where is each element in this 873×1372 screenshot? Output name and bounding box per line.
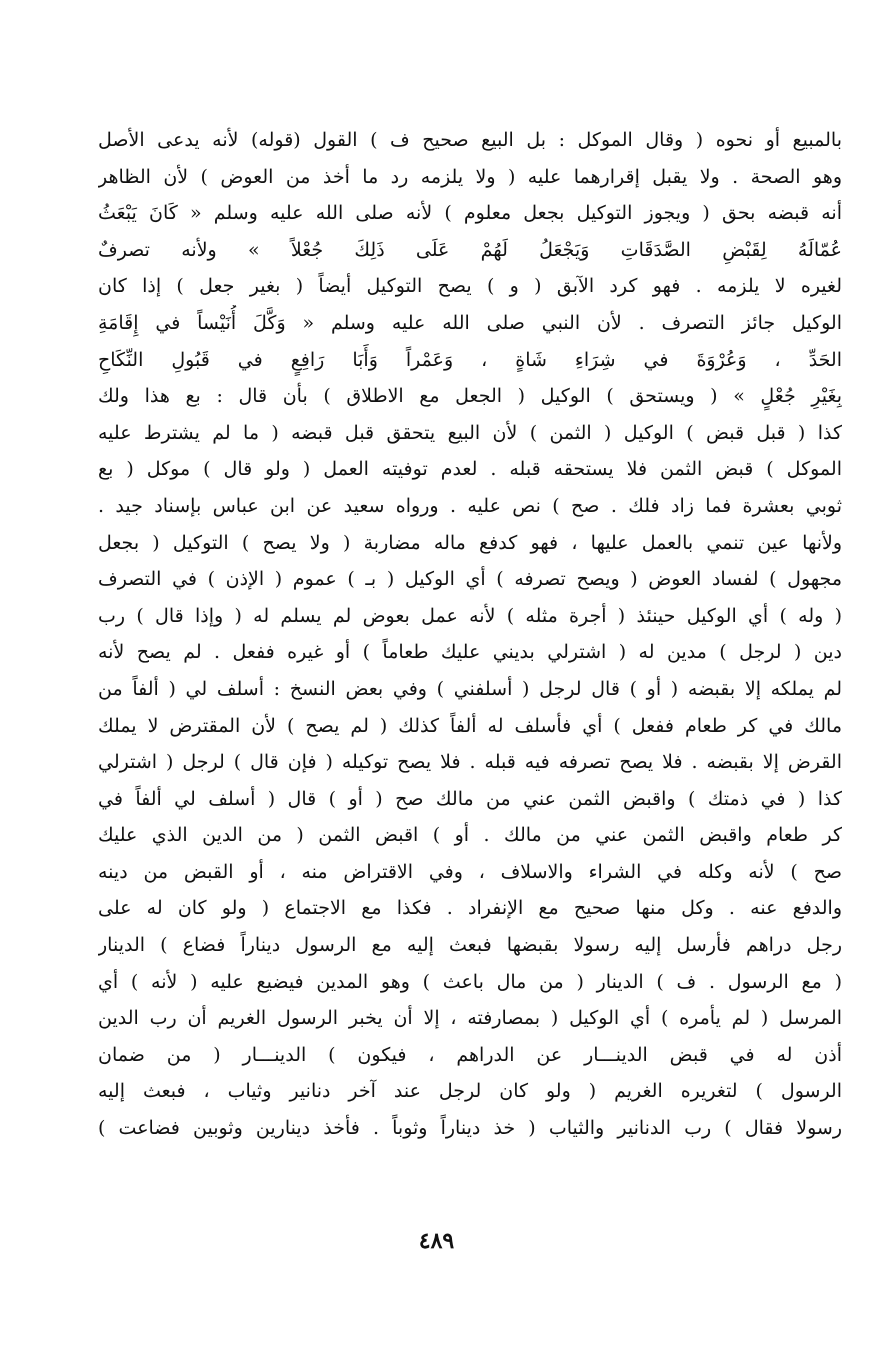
text-line: ثوبي بعشرة فما زاد فلك . صح ) نص عليه . ورواه سعيد عن ابن عباس بإسناد جيد . — [98, 494, 842, 517]
text-line: الموكل ) قبض الثمن فلا يستحقه قبله . لعدم توفيته العمل ( ولو قال ) موكل ( بع — [98, 458, 842, 481]
text-line: المرسل ( لم يأمره ) أي الوكيل ( بمصارفته ، إلا أن يخبر الرسول الغريم أن رب الدين — [98, 1007, 842, 1030]
body-text — [98, 122, 842, 1147]
text-line: دين ( لرجل ) مدين له ( اشترلي بديني عليك طعاماً ) أو غيره ففعل . لم يصح لأنه — [98, 641, 842, 664]
text-line: الرسول ) لتغريره الغريم ( ولو كان لرجل عند آخر دنانير وثياب ، فبعث إليه — [98, 1080, 842, 1103]
text-line: كذا ( قبل قبض ) الوكيل ( الثمن ) لأن البيع يتحقق قبل قبضه ( ما لم يشترط عليه — [98, 421, 842, 444]
text-line: الوكيل جائز التصرف . لأن النبي صلى الله عليه وسلم « وَكَّلَ أُنَيْساً في إِقَامَةِ — [98, 311, 842, 334]
text-line: ولأنها عين تنمي بالعمل عليها ، فهو كدفع ماله مضاربة ( ولا يصح ) التوكيل ( بجعل — [98, 531, 842, 554]
text-line: رجل دراهم فأرسل إليه رسولا بقبضها فبعث إليه مع الرسول ديناراً فضاع ) الدينار — [98, 934, 842, 957]
text-line: كذا ( في ذمتك ) واقبض الثمن عني من مالك صح ( أو ) قال ( أسلف لي ألفاً في — [98, 787, 842, 810]
text-line: لغيره لا يلزمه . فهو كرد الآبق ( و ) يصح التوكيل أيضاً ( بغير جعل ) إذا كان — [98, 275, 842, 298]
text-line: أنه قبضه بحق ( ويجوز التوكيل بجعل معلوم ) لأنه صلى الله عليه وسلم « كَانَ يَبْعَثُ — [98, 202, 842, 225]
text-line: عُمّالَهُ لِقَبْضِ الصَّدَقَاتِ وَيَجْعَلُ لَهُمْ عَلَى ذَلِكَ جُعْلاً » ولأنه تصرفٌ — [98, 238, 842, 261]
page-number: ٤٨٩ — [418, 1228, 455, 1254]
text-line: بالمبيع أو نحوه ( وقال الموكل : بل البيع صحيح ف ) القول (قوله) لأنه يدعى الأصل — [98, 129, 842, 151]
text-line: بِغَيْرِ جُعْلٍ » ( ويستحق ) الوكيل ( الجعل مع الاطلاق ) بأن قال : بع هذا ولك — [98, 385, 842, 408]
text-line: رسولا فقال ) رب الدنانير والثياب ( خذ ديناراً وثوباً . فأخذ دينارين وثوبين فضاعت ) — [98, 1117, 842, 1140]
text-line: أذن له في قبض الدينـــار عن الدراهم ، فيكون ) الدينـــار ( من ضمان — [98, 1043, 842, 1066]
text-line: القرض إلا بقبضه . فلا يصح تصرفه فيه قبله . فلا يصح توكيله ( فإن قال ) لرجل ( اشترلي — [98, 751, 842, 774]
text-line: مجهول ) لفساد العوض ( ويصح تصرفه ) أي الوكيل ( بـ ) عموم ( الإذن ) في التصرف — [98, 568, 842, 591]
text-line: والدفع عنه . وكل منها صحيح مع الإنفراد . فكذا مع الاجتماع ( ولو كان له على — [98, 897, 842, 920]
text-line: ( مع الرسول . ف ) الدينار ( من مال باعث ) وهو المدين فيضيع عليه ( لأنه ) أي — [98, 970, 842, 993]
text-line: كر طعام واقبض الثمن عني من مالك . أو ) اقبض الثمن ( من الدين الذي عليك — [98, 824, 842, 847]
text-line: لم يملكه إلا بقبضه ( أو ) قال لرجل ( أسلفني ) وفي بعض النسخ : أسلف لي ( ألفاً من — [98, 677, 842, 700]
text-line: مالك في كر طعام ففعل ) أي فأسلف له ألفاً كذلك ( لم يصح ) لأن المقترض لا يملك — [98, 714, 842, 737]
text-line: وهو الصحة . ولا يقبل إقرارهما عليه ( ولا يلزمه رد ما أخذ من العوض ) لأن الظاهر — [98, 165, 842, 188]
text-line: ( وله ) أي الوكيل حينئذ ( أجرة مثله ) لأنه عمل بعوض لم يسلم له ( وإذا قال ) رب — [98, 604, 842, 627]
text-line: صح ) لأنه وكله في الشراء والاسلاف ، وفي الاقتراض منه ، أو القبض من دينه — [98, 860, 842, 883]
text-line: الحَدِّ ، وَعُرْوَةَ في شِرَاءِ شَاةٍ ، وَعَمْراً وَأَبَا رَافِعٍ في قَبُولِ النِّكَاحِ — [98, 348, 842, 371]
